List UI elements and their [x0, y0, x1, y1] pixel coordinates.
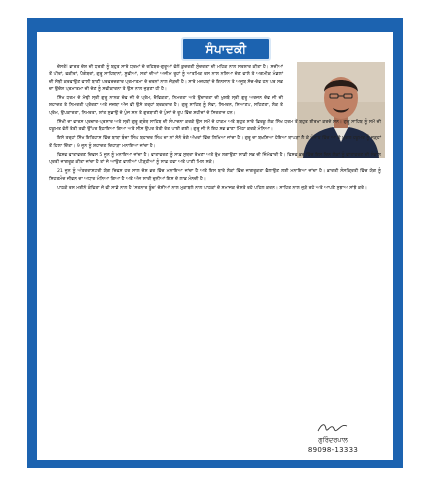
signature-block — [293, 421, 373, 454]
editorial-body — [49, 64, 381, 194]
editorial-paragraph: 21 ਜੂਨ ਨੂੰ ਅੰਤਰਰਾਸ਼ਟਰੀ ਯੋਗ ਦਿਵਸ ਹਰ ਸਾਲ ਦੇਸ਼ ਭਰ ਵਿੱਚ ਮਨਾਇਆ ਜਾਂਦਾ ਹੈ ਅਤੇ ਇਸ ਬਾਰੇ ਲੋਕਾਂ ਵਿੱਚ ਜਾਗਰੂਕਤਾ ਫੈਲਾਉਣ ਲਈ ਮਨਾਇਆ ਜਾਂਦਾ ਹੈ। ਭਾਰਤੀ ਸੰਸਕ੍ਰਿਤੀ ਵਿੱਚ ਯੋਗ ਨੂੰ ਸਿਹਤਮੰਦ ਜੀਵਨ ਦਾ ਅਧਾਰ ਮੰਨਿਆ ਗਿਆ ਹੈ ਅਤੇ ਅੱਜ ਸਾਰੀ ਦੁਨੀਆਂ ਇਸ ਦੇ ਲਾਭ ਮੰਨਦੀ ਹੈ। — [49, 169, 381, 182]
page-frame — [27, 18, 403, 468]
editorial-paragraph: ਸਿੱਖ ਧਰਮ ਦੇ ਮੋਢੀ ਸ੍ਰੀ ਗੁਰੂ ਨਾਨਕ ਦੇਵ ਜੀ ਦੇ ਪ੍ਰੇਮ, ਦੈਵਿਕਤਾ, ਨਿਮਰਤਾ ਅਤੇ ਉਦਾਰਤਾ ਦੀ ਖੁਸ਼ਬੋ ਸ੍ਰੀ ਗੁਰੂ ਅਰਜਨ ਦੇਵ ਜੀ ਦੀ ਸ਼ਹਾਦਤ ਤੇ ਨਿਮਰਤੀ ਪ੍ਰੇਰਣਾ ਅਤੇ ਜਜ਼ਬਾ ਅੱਜ ਵੀ ਉਸੇ ਤਰ੍ਹਾਂ ਬਰਕਰਾਰ ਹੈ। ਗੁਰੂ ਸਾਹਿਬ ਨੂੰ ਸੇਵਾ, ਸਿਮਰਨ, ਸਿਆਣਪ, ਸਹਿਣਤਾ, ਲੋਕ ਤੇ ਪ੍ਰੇਮ, ਉਪਕਾਰਤਾ, ਨਿਮਰਤਾ, ਸ਼ਾਂਤ ਸੁਭਾਉ ਦੇ ਪੁੰਜ ਸਨ ਤੇ ਗੁਰਬਾਣੀ ਦੇ ਪੁੰਜਾਂ ਦੇ ਰੂਪ ਵਿੱਚ ਸ਼ਹੀਦਾਂ ਦੇ ਸਿਰਤਾਜ ਹਨ। — [49, 96, 283, 116]
editorial-paragraph: ਸਿੱਖੀ ਦਾ ਵਾਰਸ ਪ੍ਰਚਾਰ-ਪ੍ਰਸਾਰ ਅਤੇ ਸ੍ਰੀ ਗੁਰੂ ਗ੍ਰੰਥ ਸਾਹਿਬ ਦੀ ਸੰਪਾਦਨਾ ਕਰਕੇ ਉਸ ਸਮੇਂ ਦੇ ਹਾਕਮ ਅਤੇ ਬਹੁਤ ਸਾਰੇ ਫ਼ਿਰਕੂ ਲੋਕ ਸਿੱਖ ਧਰਮ ਤੋਂ ਬਹੁਤ ਈਰਖਾ ਕਰਦੇ ਸਨ। ਗੁਰੂ ਸਾਹਿਬ ਨੂੰ ਸਮੇਂ ਦੀ ਹਕੂਮਤ ਵੱਲੋਂ ਤੱਤੀ ਤਵੀ ਉੱਪਰ ਬੈਠਾਇਆ ਗਿਆ ਅਤੇ ਸੀਸ ਉਪਰ ਤੱਤੀ ਰੇਤ ਪਾਈ ਗਈ। ਗੁਰੂ ਜੀ ਨੇ ਇਹ ਸਭ ਭਾਣਾ ਮਿੱਠਾ ਕਰਕੇ ਮੰਨਿਆ। — [49, 119, 381, 132]
editorial-title: ਸੰਪਾਦਕੀ — [181, 37, 271, 61]
handwritten-signature — [316, 421, 350, 435]
editorial-paragraph: ਇਸੇ ਤਰ੍ਹਾਂ ਸਿੱਖ ਇਤਿਹਾਸ ਵਿੱਚ ਬਾਬਾ ਬੰਦਾ ਸਿੰਘ ਬਹਾਦਰ ਸਿੰਘ ਦਾ ਨਾਂ ਸੋਨੇ ਰੰਗੇ ਅੱਖਰਾਂ ਵਿੱਚ ਲਿਖਿਆ ਜਾਂਦਾ ਹੈ। ਗੁਰੂ ਦਾ ਬਖ਼ਸ਼ਿਆ ਹੋਇਆ ਥਾਪੜਾ ਲੈ ਕੇ ਪੰਜਾਬ ਵਿੱਚ ਆ ਕੇ ਮੁਗਲ ਹਕੂਮਤ ਨੂੰ ਜੜ੍ਹਾਂ ਤੋਂ ਹਿਲਾ ਦਿੱਤਾ। 9 ਜੂਨ ਨੂੰ ਸ਼ਹਾਦਤ ਦਿਹਾੜਾ ਮਨਾਇਆ ਜਾਂਦਾ ਹੈ। — [49, 136, 381, 149]
editorial-paragraph: ਵਿਸ਼ਵ ਵਾਤਾਵਰਣ ਦਿਵਸ 5 ਜੂਨ ਨੂੰ ਮਨਾਇਆ ਜਾਂਦਾ ਹੈ। ਵਾਤਾਵਰਣ ਨੂੰ ਸਾਫ਼ ਸੁਥਰਾ ਰੱਖਣਾ ਅਤੇ ਰੁੱਖ ਲਗਾਉਣਾ ਸਾਡੀ ਸਭ ਦੀ ਜ਼ਿੰਮੇਵਾਰੀ ਹੈ। ਵਿਸ਼ਵ ਭਰ ਵਿੱਚ ਇਸ ਦਿਨ ਲੋਕਾਂ ਨੂੰ ਵਾਤਾਵਰਣ ਦੀ ਸੰਭਾਲ ਪ੍ਰਤੀ ਜਾਗਰੂਕ ਕੀਤਾ ਜਾਂਦਾ ਹੈ ਤਾਂ ਜੋ ਆਉਣ ਵਾਲੀਆਂ ਪੀੜ੍ਹੀਆਂ ਨੂੰ ਸਾਫ਼ ਹਵਾ ਅਤੇ ਪਾਣੀ ਮਿਲ ਸਕੇ। — [49, 152, 381, 165]
editor-name: ਗੁਰਿੰਦਰਪਾਲ — [318, 436, 348, 444]
editor-phone: 89098-13333 — [307, 446, 359, 454]
editorial-panel — [37, 32, 393, 460]
editorial-paragraph: ਦੋਸਤੋ! ਭਾਰਤ ਦੇਸ਼ ਦੀ ਧਰਤੀ ਨੂੰ ਬਹੁਤ ਸਾਰੇ ਧਰਮਾਂ ਦੇ ਰਹਿਬਰ-ਗੁਰੂਆਂ ਵੱਲੋਂ ਕੁਦਰਤੀ ਸੁੰਦਰਤਾ ਦੀ ਮਹਿਕ ਨਾਲ ਸਰਸ਼ਾਰ ਕੀਤਾ ਹੈ। ਸਦੀਆਂ ਤੋਂ ਪੀਰਾਂ, ਫਕੀਰਾਂ, ਪੈਗੰਬਰਾਂ, ਗੁਰੂ ਸਾਹਿਬਾਨਾਂ, ਸੂਫੀਆਂ, ਸਤਾਂ ਦੀਆਂ ਅਜੀਮ ਰੂਹਾਂ ਨੂੰ ਆਤਮਿਕ ਰਸ ਨਾਲ ਨਸ਼ਿਆ ਦੇਣ ਵਾਲੇ ਤੇ ਅਗਮੀਕ ਮੰਡਲਾਂ ਦੀ ਸੋਝੀ ਕਰਵਾਉਣ ਵਾਲੀ ਬਾਣੀ ਪਰਵਰਦਗਾਰ ਪ੍ਰਮਾਤਮਾ ਦੇ ਚਰਨਾਂ ਨਾਲ ਜੋੜਦੀ ਹੈ। ਸਾਰੇ ਮਜ਼ਹਬਾਂ ਦੇ ਇਨਸਾਨ ਤੇ ਅਜੂਬ ਸੱਚ-ਦੇਵ ਹਨ ਪਰ ਸਭ ਦਾ ਉਦੇਸ਼ ਪ੍ਰਮਾਤਮਾ ਦੀ ਦੇਣ ਨੂੰ ਸਵੀਕਾਰਨਾ ਤੇ ਉਸ ਨਾਲ ਜੁੜਣਾ ਹੀ ਹੈ। — [49, 65, 283, 92]
editorial-paragraph: ਪਾਠਕੋ ਰਸ ਮਈਨੇ ਕੰਵਿਤਾ ਜੋ ਵੀ ਸਾਡੇ ਨਾਲ ਹੈ 'ਸਤਨਾਰ ਬੂੰਦ' ਦੇਸ਼ੀਆਂ ਨਾਲ ਮੁਕਾਬਲੇ ਨਾਲ ਪਾਠਕਾਂ ਦੇ ਸਮਾਜਕ ਦੋਸਤੋ ਰਹੇ ਪਹਿਲ ਕਰਨ। ਸਾਹਿਤ ਨਾਲ ਜੁੜੇ ਰਹੋ ਅਤੇ ਆਪਣੇ ਸੁਝਾਅ ਸਾਂਝੇ ਕਰੋ। — [57, 185, 368, 191]
